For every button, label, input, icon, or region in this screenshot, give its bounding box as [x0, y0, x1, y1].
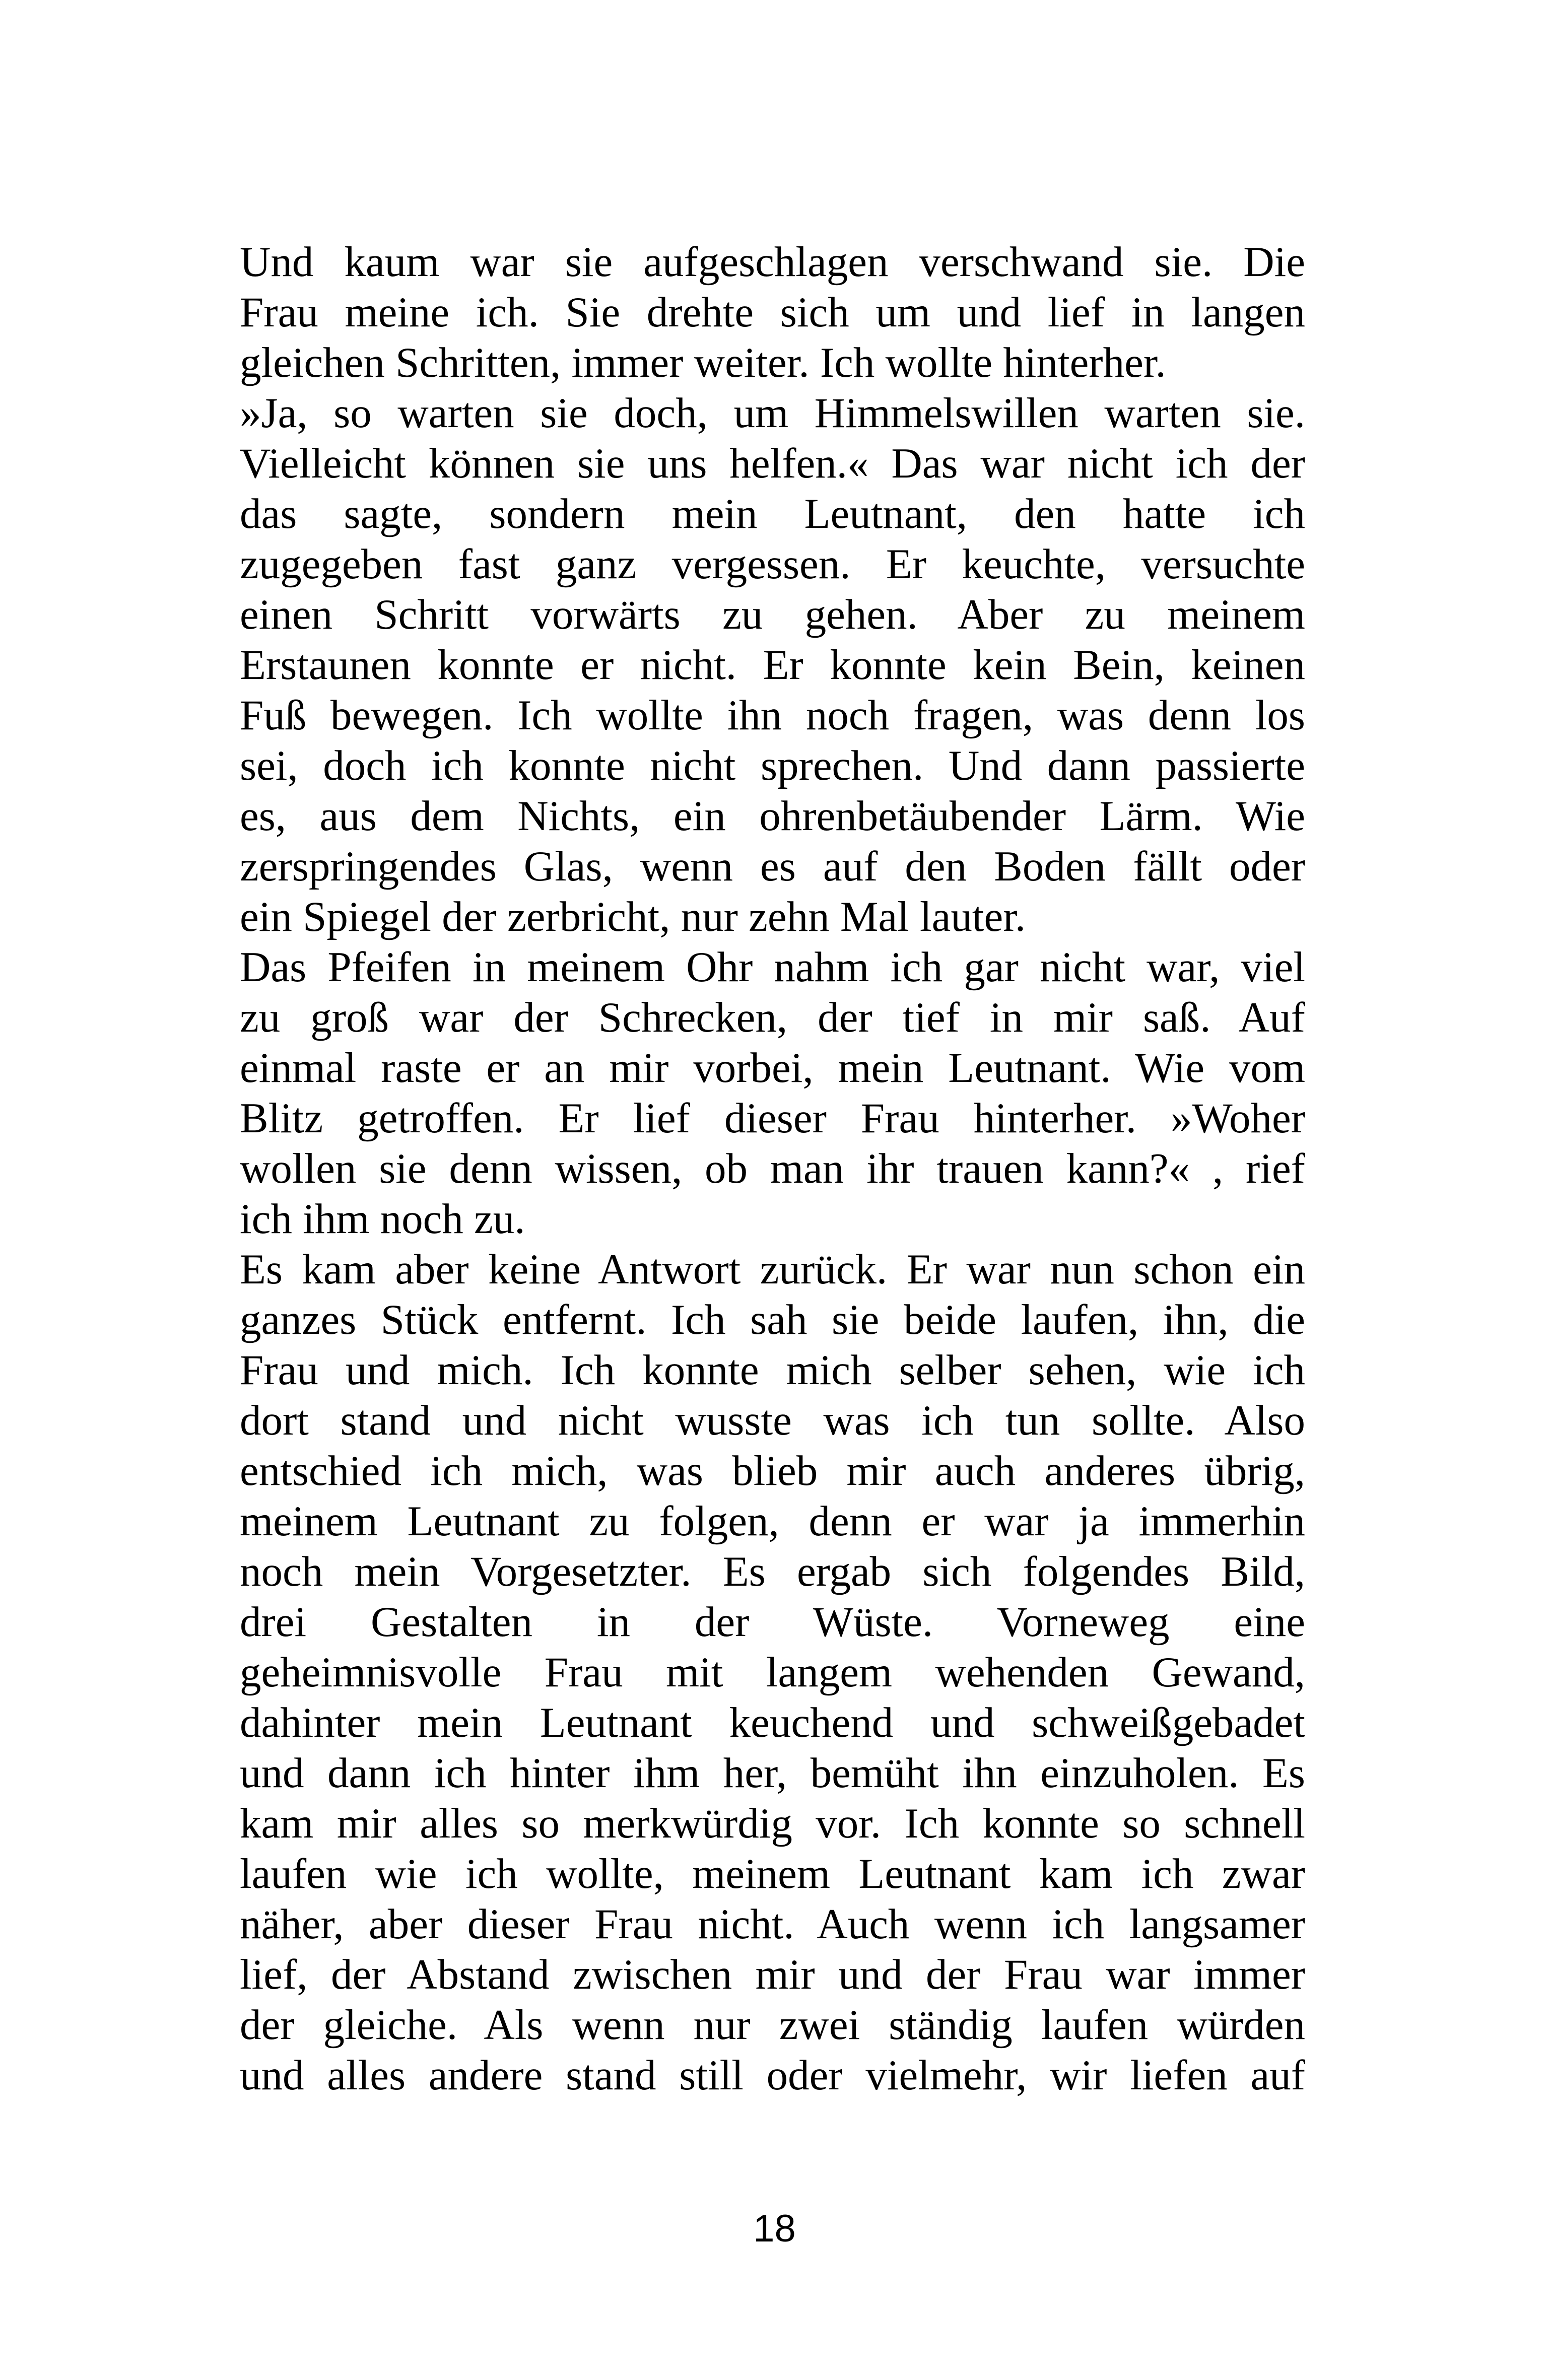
text-line: einmal raste er an mir vorbei, mein Leutnant. Wie vom — [240, 1044, 1305, 1092]
text-line: noch mein Vorgesetzter. Es ergab sich folgendes Bild, — [240, 1548, 1305, 1595]
text-line: Vielleicht können sie uns helfen.« Das war nicht ich der — [240, 440, 1305, 487]
body-text — [240, 237, 1305, 2100]
text-line: drei Gestalten in der Wüste. Vorneweg eine — [240, 1598, 1305, 1646]
text-line: gleichen Schritten, immer weiter. Ich wollte hinterher. — [240, 339, 1166, 386]
text-line: Erstaunen konnte er nicht. Er konnte kein Bein, keinen — [240, 641, 1305, 689]
text-line: Blitz getroffen. Er lief dieser Frau hinterher. »Woher — [240, 1095, 1305, 1142]
text-line: kam mir alles so merkwürdig vor. Ich konnte so schnell — [240, 1800, 1305, 1847]
text-line: zerspringendes Glas, wenn es auf den Boden fällt oder — [240, 843, 1305, 890]
text-line: ganzes Stück entfernt. Ich sah sie beide laufen, ihn, die — [240, 1296, 1305, 1343]
text-line: meinem Leutnant zu folgen, denn er war ja immerhin — [240, 1498, 1305, 1545]
text-line: Frau meine ich. Sie drehte sich um und lief in langen — [240, 289, 1305, 336]
text-line: einen Schritt vorwärts zu gehen. Aber zu meinem — [240, 591, 1305, 638]
text-line: ich ihm noch zu. — [240, 1195, 525, 1243]
text-line: Fuß bewegen. Ich wollte ihn noch fragen, was denn los — [240, 692, 1305, 739]
text-line: sei, doch ich konnte nicht sprechen. Und dann passierte — [240, 742, 1305, 789]
text-line: ein Spiegel der zerbricht, nur zehn Mal lauter. — [240, 893, 1026, 940]
text-line: »Ja, so warten sie doch, um Himmelswillen warten sie. — [240, 389, 1305, 437]
text-line: näher, aber dieser Frau nicht. Auch wenn ich langsamer — [240, 1900, 1305, 1948]
text-line: und alles andere stand still oder vielmehr, wir liefen auf — [240, 2052, 1305, 2099]
page-number: 18 — [753, 2207, 796, 2250]
text-line: dort stand und nicht wusste was ich tun sollte. Also — [240, 1397, 1305, 1444]
text-line: und dann ich hinter ihm her, bemüht ihn einzuholen. Es — [240, 1749, 1305, 1797]
text-line: der gleiche. Als wenn nur zwei ständig laufen würden — [240, 2001, 1305, 2049]
text-line: Es kam aber keine Antwort zurück. Er war nun schon ein — [240, 1246, 1305, 1293]
text-line: es, aus dem Nichts, ein ohrenbetäubender Lärm. Wie — [240, 792, 1305, 840]
text-line: laufen wie ich wollte, meinem Leutnant kam ich zwar — [240, 1850, 1305, 1897]
text-line: Frau und mich. Ich konnte mich selber sehen, wie ich — [240, 1346, 1305, 1394]
text-line: Und kaum war sie aufgeschlagen verschwand sie. Die — [240, 238, 1305, 286]
text-line: zugegeben fast ganz vergessen. Er keuchte, versuchte — [240, 540, 1305, 588]
text-line: dahinter mein Leutnant keuchend und schweißgebadet — [240, 1699, 1305, 1746]
text-line: entschied ich mich, was blieb mir auch anderes übrig, — [240, 1447, 1305, 1494]
text-line: zu groß war der Schrecken, der tief in mir saß. Auf — [240, 994, 1305, 1041]
text-line: Das Pfeifen in meinem Ohr nahm ich gar nicht war, viel — [240, 943, 1305, 991]
text-line: das sagte, sondern mein Leutnant, den hatte ich — [240, 490, 1305, 537]
text-line: geheimnisvolle Frau mit langem wehenden Gewand, — [240, 1649, 1305, 1696]
text-line: wollen sie denn wissen, ob man ihr trauen kann?« , rief — [240, 1145, 1305, 1192]
text-line: lief, der Abstand zwischen mir und der Frau war immer — [240, 1951, 1305, 1998]
